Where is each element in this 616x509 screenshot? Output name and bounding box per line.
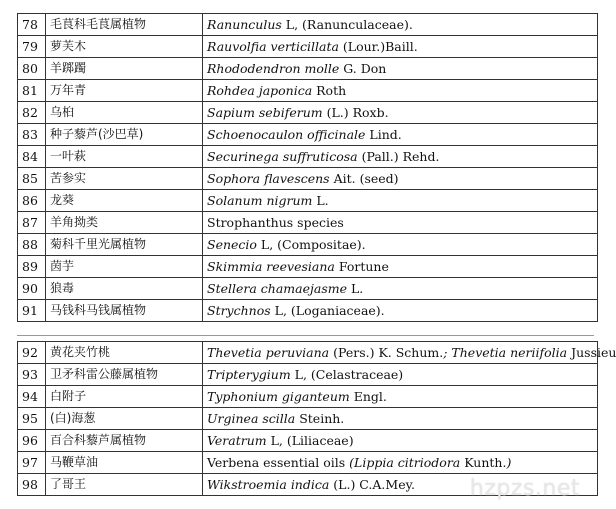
row-number: 90 [18, 278, 46, 300]
scientific-name-part: L. [346, 281, 364, 296]
scientific-name-part: G. Don [339, 61, 387, 76]
scientific-name [203, 452, 598, 474]
scientific-name [203, 430, 598, 452]
table-row [18, 190, 598, 212]
chinese-name: 羊角拗类 [46, 212, 203, 234]
scientific-name-part: Rhododendron molle [207, 61, 340, 76]
scientific-name-part: Ranunculus [207, 17, 282, 32]
scientific-name-part: Ait. (seed) [329, 171, 399, 186]
scientific-name-part: Senecio [207, 237, 257, 252]
scientific-name-part: Typhonium giganteum [207, 389, 350, 404]
scientific-name [203, 58, 598, 80]
row-number: 83 [18, 124, 46, 146]
row-number: 86 [18, 190, 46, 212]
scientific-name-part: Skimmia reevesiana [207, 259, 335, 274]
scientific-name-part: Rohdea japonica [207, 83, 313, 98]
table-body-bottom [18, 342, 616, 496]
chinese-name: 马鞭草油 [46, 452, 203, 474]
scientific-name [203, 256, 598, 278]
plant-table-top [17, 13, 598, 322]
chinese-name: 茵芋 [46, 256, 203, 278]
scientific-name [203, 146, 598, 168]
table-row [18, 342, 598, 364]
scientific-name [203, 14, 598, 36]
chinese-name: 龙葵 [46, 190, 203, 212]
scientific-name-part: L, (Ranunculaceae). [281, 17, 413, 32]
scientific-name [203, 300, 598, 322]
chinese-name: 羊踯躅 [46, 58, 203, 80]
scientific-name [203, 212, 598, 234]
scientific-name-part: Wikstroemia indica [207, 477, 330, 492]
chinese-name: 一叶萩 [46, 146, 203, 168]
scientific-name-part: (Lour.)Baill. [338, 39, 418, 54]
table-row [18, 36, 598, 58]
scientific-name-part: L. [312, 193, 329, 208]
scientific-name [203, 168, 598, 190]
row-number: 95 [18, 408, 46, 430]
table-row [18, 168, 598, 190]
chinese-name: 菊科千里光属植物 [46, 234, 203, 256]
scientific-name-part: (L.) C.A.Mey. [329, 477, 415, 492]
scientific-name-part: Fortune [334, 259, 389, 274]
scientific-name [203, 80, 598, 102]
scientific-name-part: L, (Celastraceae) [290, 367, 404, 382]
table-row [18, 80, 598, 102]
scientific-name-part: ) [506, 455, 512, 470]
chinese-name: 百合科藜芦属植物 [46, 430, 203, 452]
table-row [18, 212, 598, 234]
table-row [18, 452, 598, 474]
scientific-name-part: L, (Compositae). [256, 237, 366, 252]
scientific-name-part: ; Thevetia neriifolia [443, 345, 568, 360]
scientific-name [203, 342, 616, 364]
row-number: 97 [18, 452, 46, 474]
chinese-name: 种子藜芦(沙巴草) [46, 124, 203, 146]
chinese-name: 狼毒 [46, 278, 203, 300]
chinese-name: 黄花夹竹桃 [46, 342, 203, 364]
row-number: 85 [18, 168, 46, 190]
scientific-name-part: Steinh. [295, 411, 345, 426]
row-number: 81 [18, 80, 46, 102]
scientific-name-part: Thevetia peruviana [207, 345, 330, 360]
scientific-name-part: Strychnos [207, 303, 271, 318]
scientific-name-part: L, (Liliaceae) [266, 433, 354, 448]
scientific-name-part: Verbena essential oils [207, 455, 350, 470]
chinese-name: 万年青 [46, 80, 203, 102]
table-row [18, 102, 598, 124]
row-number: 87 [18, 212, 46, 234]
chinese-name: (白)海葱 [46, 408, 203, 430]
table-row [18, 408, 598, 430]
table-row [18, 146, 598, 168]
table-row [18, 430, 598, 452]
scientific-name-part: Solanum nigrum [207, 193, 313, 208]
scientific-name-part: L, (Loganiaceae). [270, 303, 385, 318]
table-row [18, 58, 598, 80]
scientific-name-part: (Pall.) Rehd. [357, 149, 440, 164]
chinese-name: 乌桕 [46, 102, 203, 124]
scientific-name-part: Rauvolfia verticillata [207, 39, 339, 54]
table-row [18, 234, 598, 256]
row-number: 79 [18, 36, 46, 58]
table-row [18, 278, 598, 300]
scientific-name [203, 190, 598, 212]
plant-table-bottom [17, 341, 616, 496]
row-number: 80 [18, 58, 46, 80]
table-row [18, 124, 598, 146]
scientific-name-part: (Pers.) K. Schum. [329, 345, 444, 360]
scientific-name-part: Engl. [349, 389, 387, 404]
scientific-name [203, 36, 598, 58]
scientific-name [203, 124, 598, 146]
scientific-name-part: Veratrum [207, 433, 267, 448]
scientific-name [203, 102, 598, 124]
scientific-name-part: Urginea scilla [207, 411, 296, 426]
row-number: 84 [18, 146, 46, 168]
row-number: 92 [18, 342, 46, 364]
row-number: 94 [18, 386, 46, 408]
row-number: 93 [18, 364, 46, 386]
table-body-top [18, 14, 598, 322]
row-number: 91 [18, 300, 46, 322]
scientific-name [203, 278, 598, 300]
chinese-name: 卫矛科雷公藤属植物 [46, 364, 203, 386]
chinese-name: 马钱科马钱属植物 [46, 300, 203, 322]
scientific-name-part: (Lippia citriodora [349, 455, 461, 470]
row-number: 96 [18, 430, 46, 452]
scientific-name-part: Strophanthus species [207, 215, 344, 230]
row-number: 98 [18, 474, 46, 496]
table-row [18, 14, 598, 36]
row-number: 82 [18, 102, 46, 124]
chinese-name: 了哥王 [46, 474, 203, 496]
scientific-name-part: Schoenocaulon officinale [207, 127, 366, 142]
section-separator [17, 335, 594, 336]
chinese-name: 白附子 [46, 386, 203, 408]
scientific-name [203, 234, 598, 256]
table-row [18, 364, 598, 386]
chinese-name: 毛茛科毛茛属植物 [46, 14, 203, 36]
scientific-name-part: Sophora flavescens [207, 171, 330, 186]
scientific-name-part: Stellera chamaejasme [207, 281, 347, 296]
table-row [18, 386, 598, 408]
table-row [18, 256, 598, 278]
scientific-name-part: Tripterygium [207, 367, 291, 382]
scientific-name-part: Lind. [365, 127, 402, 142]
chinese-name: 萝芙木 [46, 36, 203, 58]
row-number: 88 [18, 234, 46, 256]
table-row [18, 300, 598, 322]
row-number: 89 [18, 256, 46, 278]
scientific-name-part: Sapium sebiferum [207, 105, 323, 120]
scientific-name-part: Securinega suffruticosa [207, 149, 358, 164]
scientific-name [203, 364, 598, 386]
row-number: 78 [18, 14, 46, 36]
scientific-name-part: (L.) Roxb. [322, 105, 389, 120]
scientific-name-part: Jussieu [567, 345, 616, 360]
scientific-name [203, 386, 598, 408]
scientific-name [203, 408, 598, 430]
chinese-name: 苦参实 [46, 168, 203, 190]
scientific-name-part: Kunth. [460, 455, 507, 470]
watermark: hzpzs.net [469, 476, 580, 501]
scientific-name-part: Roth [312, 83, 347, 98]
